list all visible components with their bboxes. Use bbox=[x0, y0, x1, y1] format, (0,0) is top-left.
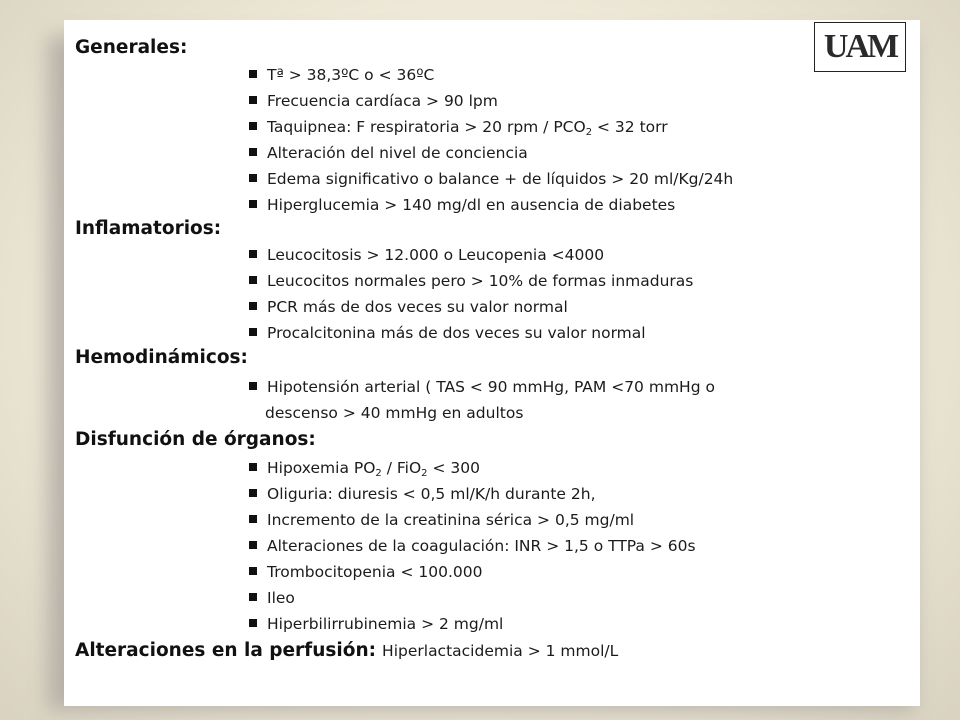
list-item: Edema significativo o balance + de líquidos > 20 ml/Kg/24h bbox=[267, 166, 733, 192]
list-item: Oliguria: diuresis < 0,5 ml/K/h durante 2h, bbox=[267, 481, 696, 507]
list-inflamatorios bbox=[267, 242, 693, 346]
list-generales bbox=[267, 62, 733, 218]
list-hemodinamicos bbox=[267, 374, 715, 426]
subscript: 2 bbox=[421, 468, 428, 479]
taquipnea-text: Taquipnea: F respiratoria > 20 rpm / PCO bbox=[267, 118, 586, 136]
hipoxemia-threshold: < 300 bbox=[427, 459, 480, 477]
list-item-taquipnea bbox=[267, 114, 733, 140]
list-item: Alteraciones de la coagulación: INR > 1,5 o TTPa > 60s bbox=[267, 533, 696, 559]
subscript: 2 bbox=[585, 127, 593, 138]
list-item: Alteración del nivel de conciencia bbox=[267, 140, 733, 166]
list-item: Trombocitopenia < 100.000 bbox=[267, 559, 696, 585]
list-item: Hiperglucemia > 140 mg/dl en ausencia de diabetes bbox=[267, 192, 733, 218]
list-item: Procalcitonina más de dos veces su valor normal bbox=[267, 320, 693, 346]
perfusion-row bbox=[75, 640, 618, 661]
list-item: Incremento de la creatinina sérica > 0,5 mg/ml bbox=[267, 507, 696, 533]
list-item: Frecuencia cardíaca > 90 lpm bbox=[267, 88, 733, 114]
section-title-inflamatorios: Inflamatorios: bbox=[75, 218, 222, 239]
list-item: Hiperbilirrubinemia > 2 mg/ml bbox=[267, 611, 696, 637]
hipoxemia-text: Hipoxemia PO bbox=[267, 459, 376, 477]
list-item: Hipotensión arterial ( TAS < 90 mmHg, PAM <70 mmHg o bbox=[267, 374, 715, 400]
list-item-continuation: descenso > 40 mmHg en adultos bbox=[265, 404, 524, 422]
section-title-hemodinamicos: Hemodinámicos: bbox=[75, 347, 248, 368]
hipoxemia-fio: / FiO bbox=[381, 459, 422, 477]
list-item: PCR más de dos veces su valor normal bbox=[267, 294, 693, 320]
list-item: Leucocitos normales pero > 10% de formas inmaduras bbox=[267, 268, 693, 294]
subscript: 2 bbox=[375, 468, 382, 479]
taquipnea-threshold: < 32 torr bbox=[592, 118, 668, 136]
uam-logo bbox=[814, 22, 906, 72]
section-title-perfusion: Alteraciones en la perfusión: bbox=[75, 640, 377, 661]
logo-text: UAM bbox=[823, 28, 897, 65]
list-item: Leucocitosis > 12.000 o Leucopenia <4000 bbox=[267, 242, 693, 268]
list-item-hipoxemia bbox=[267, 455, 696, 481]
perfusion-value: Hiperlactacidemia > 1 mmol/L bbox=[382, 642, 619, 660]
slide bbox=[64, 20, 920, 706]
section-title-disfuncion: Disfunción de órganos: bbox=[75, 429, 316, 450]
section-title-generales: Generales: bbox=[75, 37, 188, 58]
list-disfuncion bbox=[267, 455, 696, 637]
list-item: Ileo bbox=[267, 585, 696, 611]
list-item: Tª > 38,3ºC o < 36ºC bbox=[267, 62, 733, 88]
